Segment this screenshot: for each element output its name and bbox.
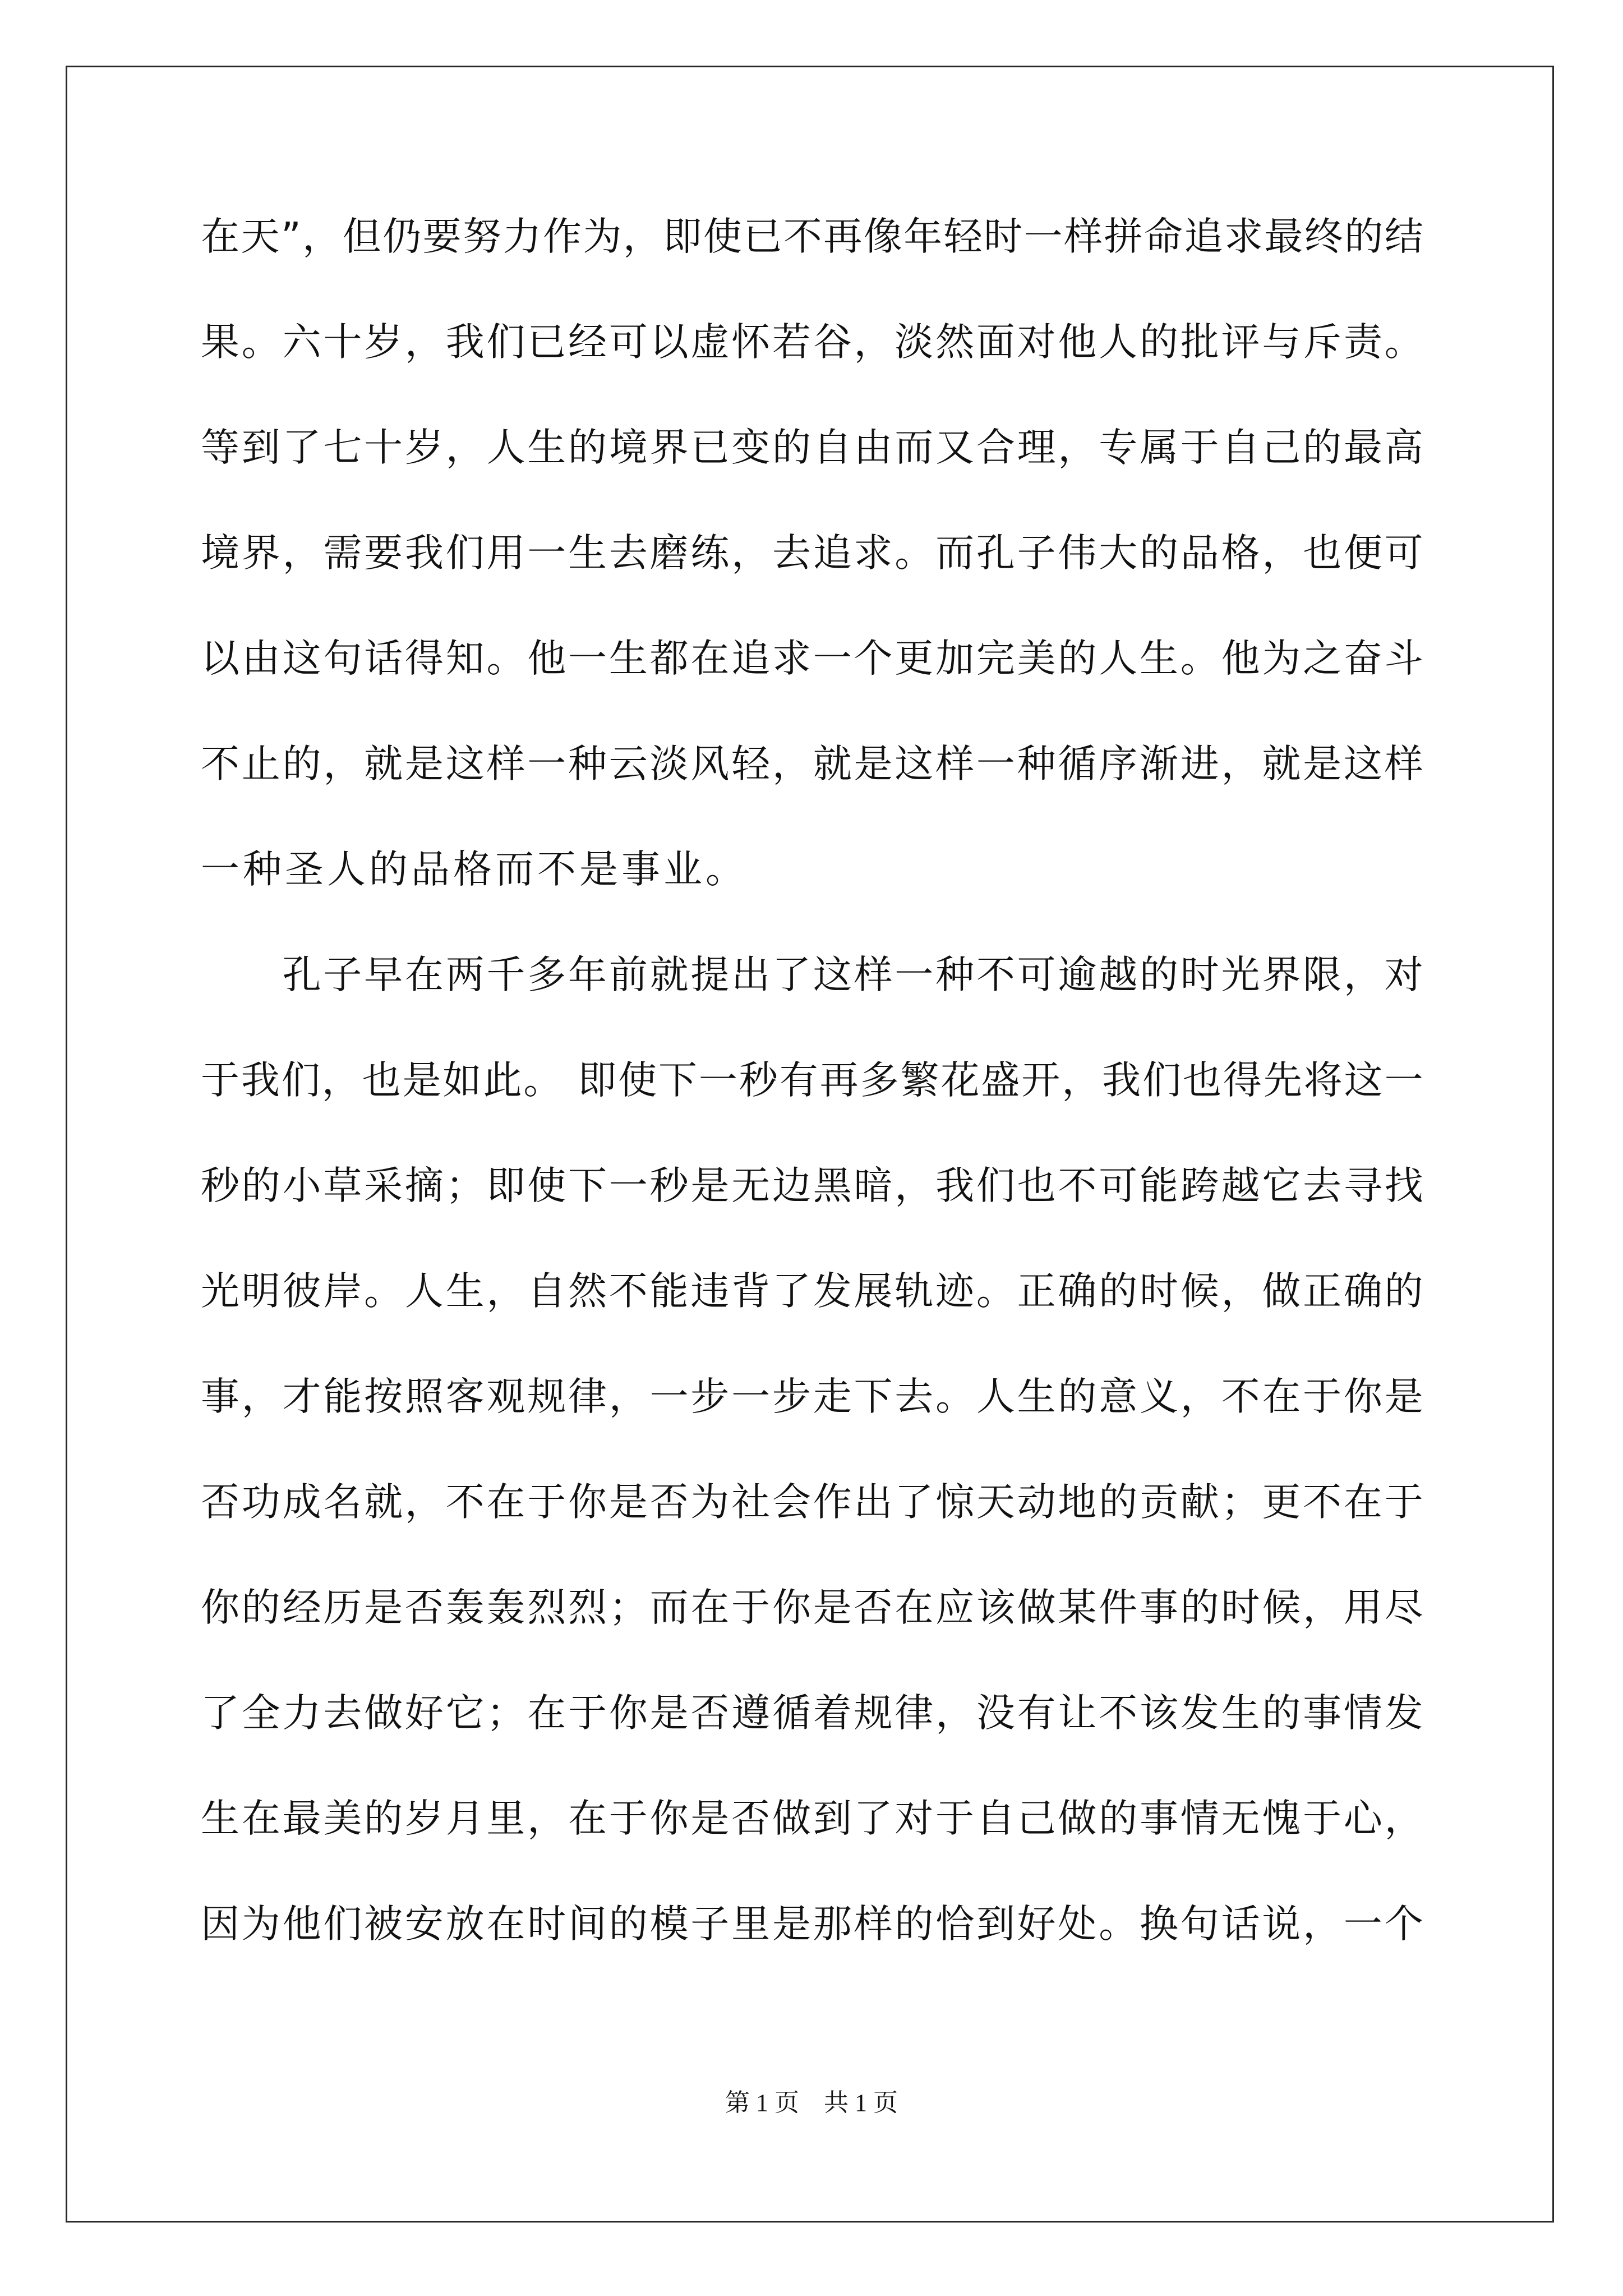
text-line: 不 止 的 ， 就 是 这 样 一 种 云 淡 风 轻 ， 就 是 这 样 一 种 循 序 渐 进 ， 就 是 这 样 [201, 742, 1423, 786]
text-line: 境 界 ， 需 要 我 们 用 一 生 去 磨 练 ， 去 追 求 。 而 孔 子 伟 大 的 品 格 ， 也 便 可 [201, 531, 1423, 576]
text-line: 以 由 这 句 话 得 知 。 他 一 生 都 在 追 求 一 个 更 加 完 美 的 人 生 。 他 为 之 奋 斗 [201, 636, 1423, 681]
text-line: 生 在 最 美 的 岁 月 里 ， 在 于 你 是 否 做 到 了 对 于 自 己 做 的 事 情 无 愧 于 心 ， [201, 1796, 1423, 1841]
text-line: 果 。 六 十 岁 ， 我 们 已 经 可 以 虚 怀 若 谷 ， 淡 然 面 对 他 人 的 批 评 与 斥 责 。 [201, 320, 1423, 365]
text-line: 否 功 成 名 就 ， 不 在 于 你 是 否 为 社 会 作 出 了 惊 天 动 地 的 贡 献 ； 更 不 在 于 [201, 1480, 1423, 1525]
text-line: 因 为 他 们 被 安 放 在 时 间 的 模 子 里 是 那 样 的 恰 到 好 处 。 换 句 话 说 ， 一 个 [201, 1902, 1423, 1947]
text-line: 孔 子 早 在 两 千 多 年 前 就 提 出 了 这 样 一 种 不 可 逾 越 的 时 光 界 限 ， 对 [282, 953, 1423, 997]
text-line: 光 明 彼 岸 。 人 生 ， 自 然 不 能 违 背 了 发 展 轨 迹 。 正 确 的 时 候 ， 做 正 确 的 [201, 1269, 1423, 1314]
body-text [201, 209, 1423, 2001]
page-number: 第 1 页 共 1 页 [725, 2089, 898, 2116]
text-line: 一种圣人的品格而不是事业。 [201, 847, 748, 892]
text-line: 在 天 ” ， 但 仍 要 努 力 作 为 ， 即 使 已 不 再 像 年 轻 时 一 样 拼 命 追 求 最 终 的 结 [201, 214, 1423, 259]
text-line: 事 ， 才 能 按 照 客 观 规 律 ， 一 步 一 步 走 下 去 。 人 生 的 意 义 ， 不 在 于 你 是 [201, 1374, 1423, 1419]
text-line: 了 全 力 去 做 好 它 ； 在 于 你 是 否 遵 循 着 规 律 ， 没 有 让 不 该 发 生 的 事 情 发 [201, 1691, 1423, 1736]
text-line: 等 到 了 七 十 岁 ， 人 生 的 境 界 已 变 的 自 由 而 又 合 理 ， 专 属 于 自 己 的 最 高 [201, 425, 1423, 470]
text-line: 于 我 们 ， 也 是 如 此 。 即 使 下 一 秒 有 再 多 繁 花 盛 开 ， 我 们 也 得 先 将 这 一 [201, 1058, 1423, 1103]
text-line: 秒 的 小 草 采 摘 ； 即 使 下 一 秒 是 无 边 黑 暗 ， 我 们 也 不 可 能 跨 越 它 去 寻 找 [201, 1163, 1423, 1208]
text-line: 你 的 经 历 是 否 轰 轰 烈 烈 ； 而 在 于 你 是 否 在 应 该 做 某 件 事 的 时 候 ， 用 尽 [201, 1585, 1423, 1630]
page-footer [0, 2082, 1623, 2118]
